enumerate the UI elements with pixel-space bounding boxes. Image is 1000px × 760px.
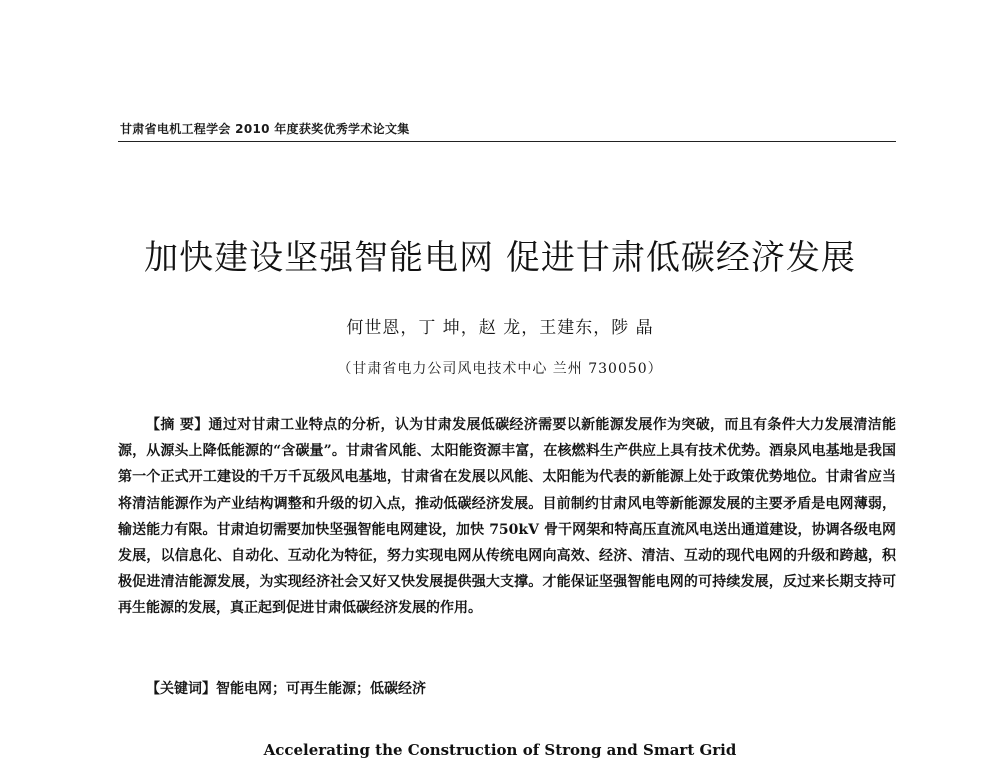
abstract-paragraph: 【摘 要】通过对甘肃工业特点的分析，认为甘肃发展低碳经济需要以新能源发展作为突破，而且有条件大力发展清洁能源，从源头上降低能源的“含碳量”。甘肃省风能、太阳能资源丰富，在核燃料生产供应上具有技术优势。酒泉风电基地是我国第一个正式开工建设的千万千瓦级风电基地，甘肃省在发展以风能、太阳能为代表的新能源上处于政策优势地位。甘肃省应当将清洁能源作为产业结构调整和升级的切入点，推动低碳经济发展。目前制约甘肃风电等新能源发展的主要矛盾是电网薄弱，输送能力有限。甘肃迫切需要加快坚强智能电网建设，加快 750kV 骨干网架和特高压直流风电送出通道建设，协调各级电网发展，以信息化、自动化、互动化为特征，努力实现电网从传统电网向高效、经济、清洁、互动的现代电网的升级和跨越，积极促进清洁能源发展，为实现经济社会又好又快发展提供强大支撑。才能保证坚强智能电网的可持续发展，反过来长期支持可再生能源的发展，真正起到促进甘肃低碳经济发展的作用。 xyxy=(118,417,896,617)
english-title: Accelerating the Construction of Strong and Smart Grid xyxy=(263,741,737,759)
author-list: 何世恩，丁 坤，赵 龙，王建东，陟 晶 xyxy=(346,318,654,338)
paper-title: 加快建设坚强智能电网 促进甘肃低碳经济发展 xyxy=(144,238,856,278)
running-header: 甘肃省电机工程学会 2010 年度获奖优秀学术论文集 xyxy=(120,122,410,136)
affiliation: （甘肃省电力公司风电技术中心 兰州 730050） xyxy=(337,361,663,377)
keywords-line: 【关键词】智能电网；可再生能源；低碳经济 xyxy=(146,681,426,697)
header-divider xyxy=(118,141,896,142)
